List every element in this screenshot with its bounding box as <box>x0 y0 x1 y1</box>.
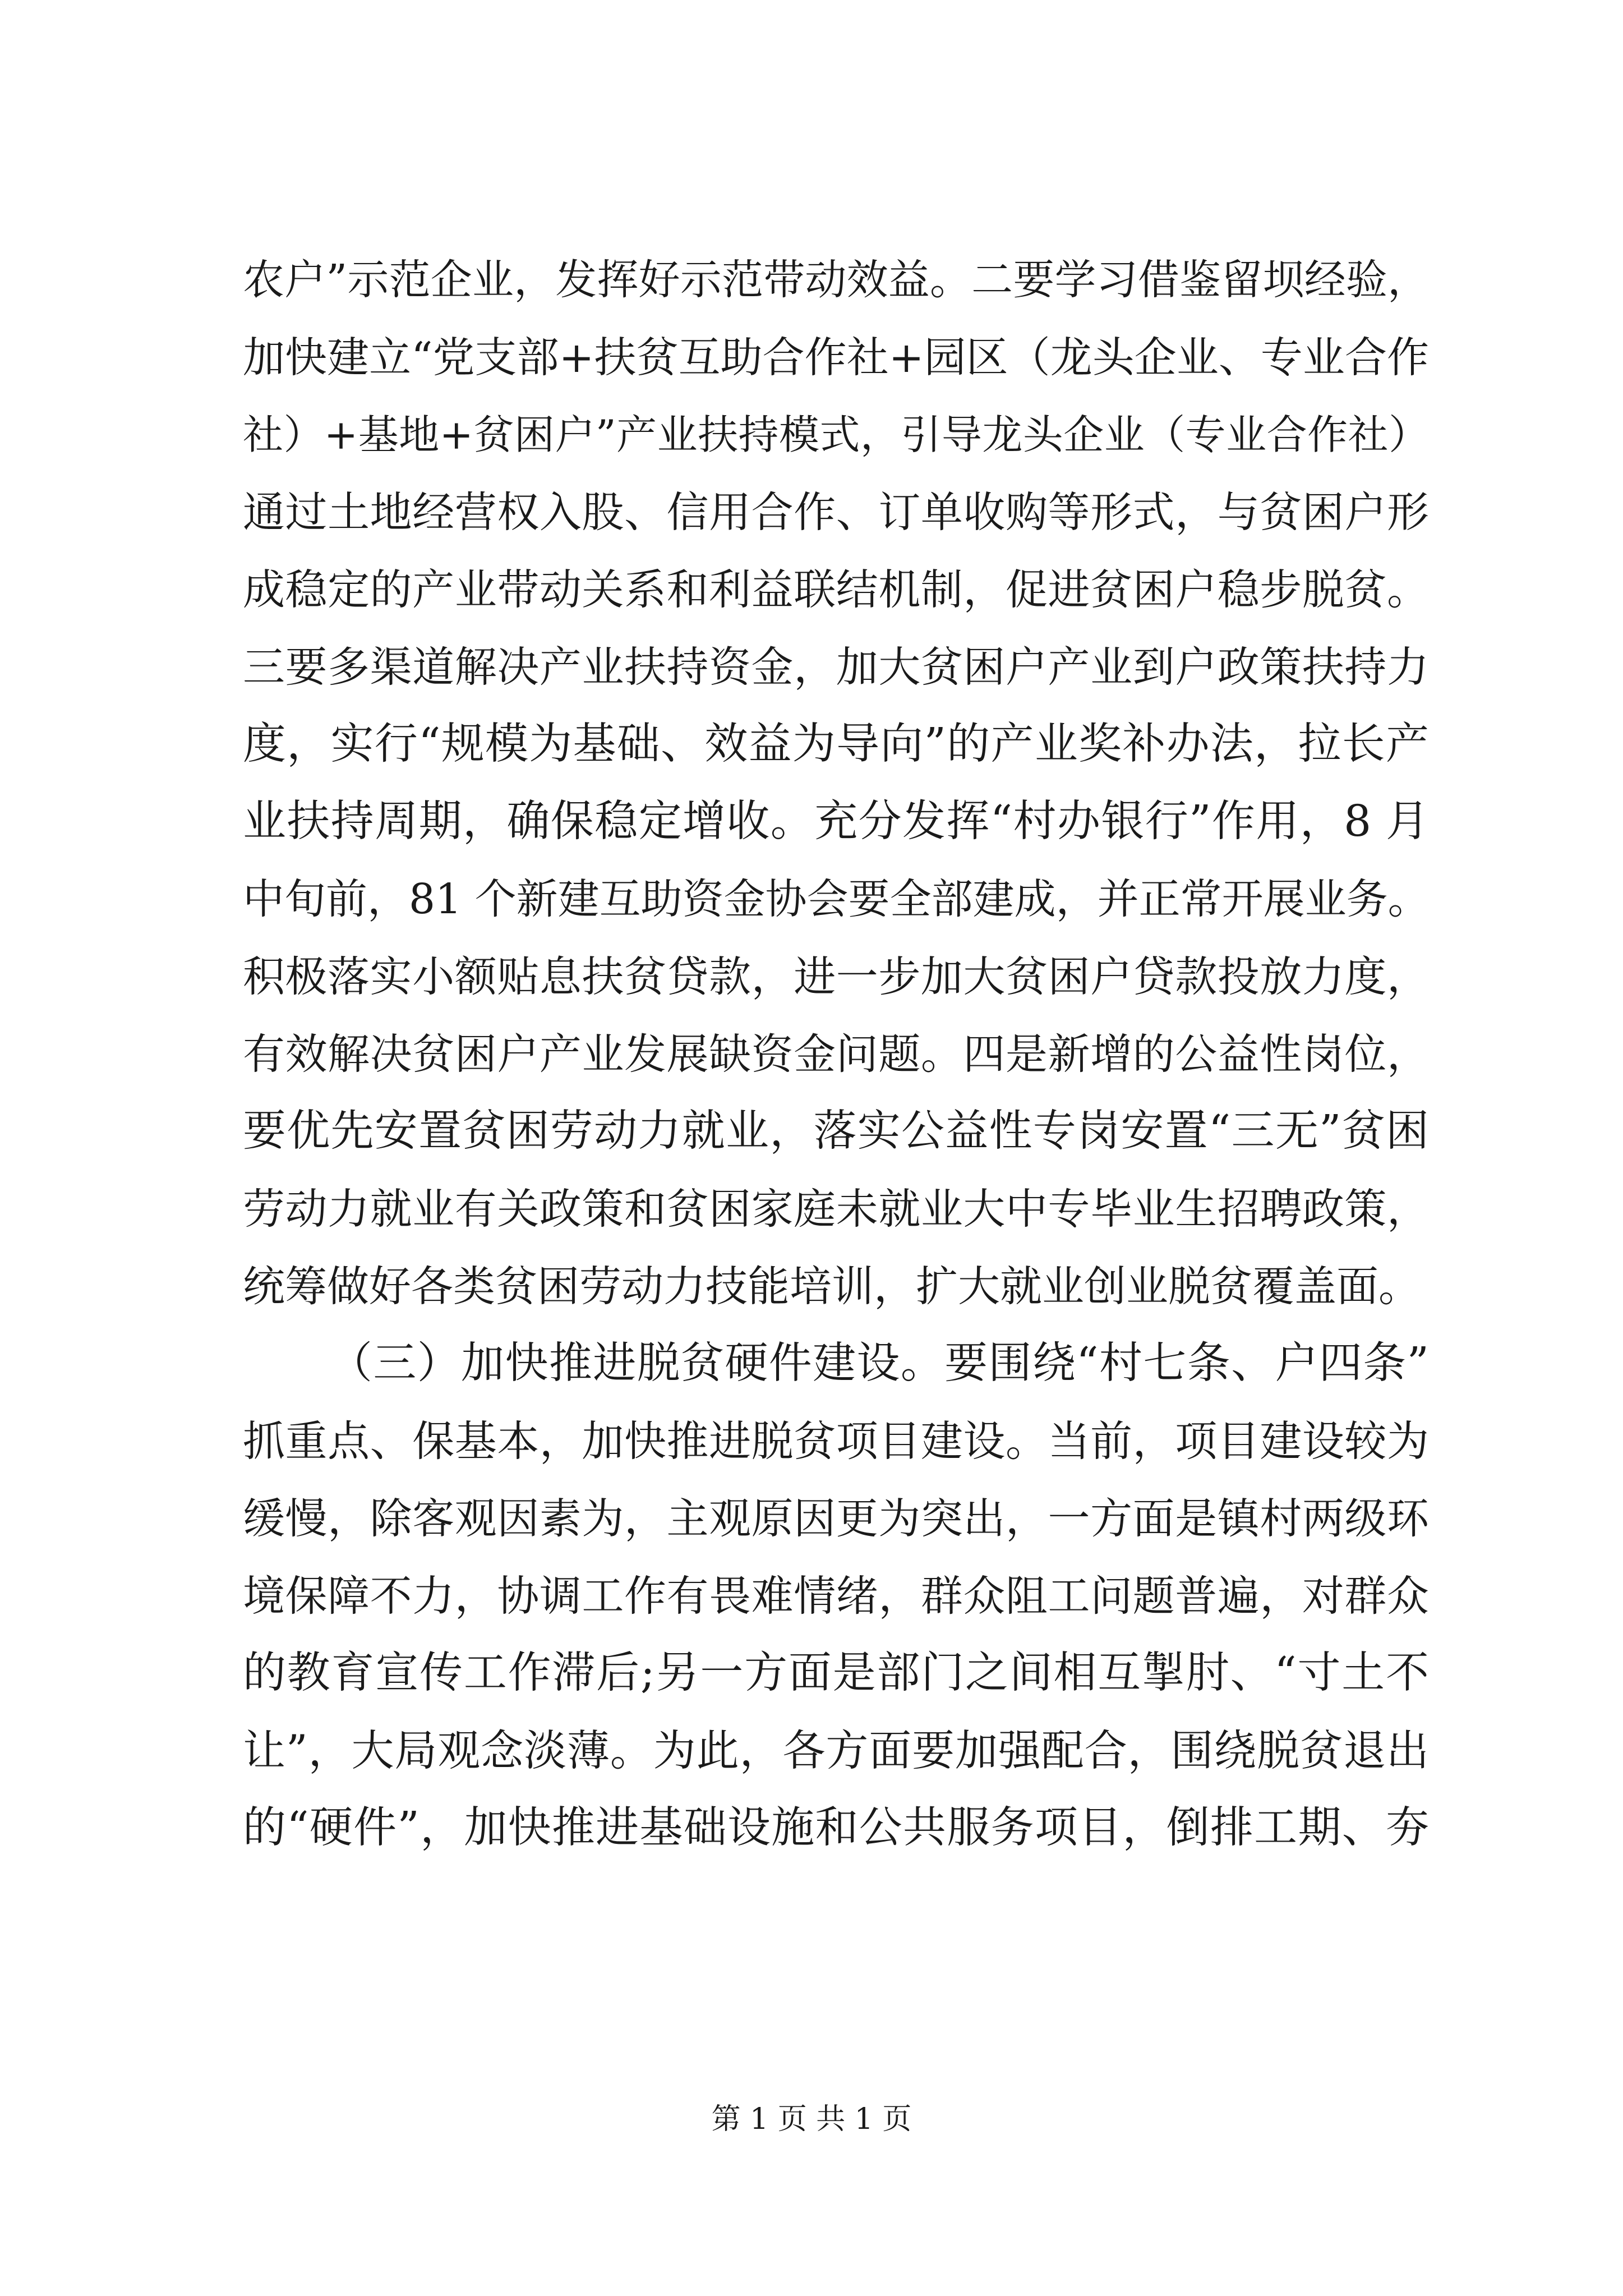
text-line: 度，实行“规模为基础、效益为导向”的产业奖补办法，拉长产 <box>243 719 1429 769</box>
text-line: 抓重点、保基本，加快推进脱贫项目建设。当前，项目建设较为 <box>243 1416 1429 1466</box>
section-heading-line: （三）加快推进脱贫硬件建设。要围绕“村七条、户四条” <box>329 1338 1429 1388</box>
text-line: 通过土地经营权入股、信用合作、订单收购等形式，与贫困户形 <box>243 487 1429 537</box>
document-body <box>243 241 1429 1867</box>
text-line: 的教育宣传工作滞后;另一方面是部门之间相互掣肘、“寸土不 <box>243 1648 1429 1698</box>
text-line: 的“硬件”，加快推进基础设施和公共服务项目，倒排工期、夯 <box>243 1803 1429 1853</box>
text-line: 缓慢，除客观因素为，主观原因更为突出，一方面是镇村两级环 <box>243 1494 1429 1543</box>
page-number-footer: 第 1 页 共 1 页 <box>711 2102 912 2136</box>
text-line: 有效解决贫困户产业发展缺资金问题。四是新增的公益性岗位， <box>243 1029 1429 1079</box>
text-line: 境保障不力，协调工作有畏难情绪，群众阻工问题普遍，对群众 <box>243 1571 1429 1621</box>
text-line: 业扶持周期，确保稳定增收。充分发挥“村办银行”作用，8 月 <box>243 797 1429 846</box>
text-line: 要优先安置贫困劳动力就业，落实公益性专岗安置“三无”贫困 <box>243 1106 1429 1156</box>
text-line: 社）+基地+贫困户”产业扶持模式，引导龙头企业（专业合作社） <box>243 411 1429 458</box>
text-line: 加快建立“党支部+扶贫互助合作社+园区（龙头企业、专业合作 <box>243 333 1429 382</box>
text-line: 成稳定的产业带动关系和利益联结机制，促进贫困户稳步脱贫。 <box>243 565 1429 614</box>
text-line: 统筹做好各类贫困劳动力技能培训，扩大就业创业脱贫覆盖面。 <box>243 1262 1421 1311</box>
text-line: 积极落实小额贴息扶贫贷款，进一步加大贫困户贷款投放力度， <box>243 952 1429 1001</box>
text-line: 三要多渠道解决产业扶持资金，加大贫困户产业到户政策扶持力 <box>243 642 1429 692</box>
text-line: 让”，大局观念淡薄。为此，各方面要加强配合，围绕脱贫退出 <box>243 1726 1429 1775</box>
text-line: 劳动力就业有关政策和贫困家庭未就业大中专毕业生招聘政策， <box>243 1184 1429 1234</box>
text-line: 中旬前，81 个新建互助资金协会要全部建成，并正常开展业务。 <box>243 875 1430 923</box>
text-line: 农户”示范企业，发挥好示范带动效益。二要学习借鉴留坝经验， <box>243 256 1429 304</box>
